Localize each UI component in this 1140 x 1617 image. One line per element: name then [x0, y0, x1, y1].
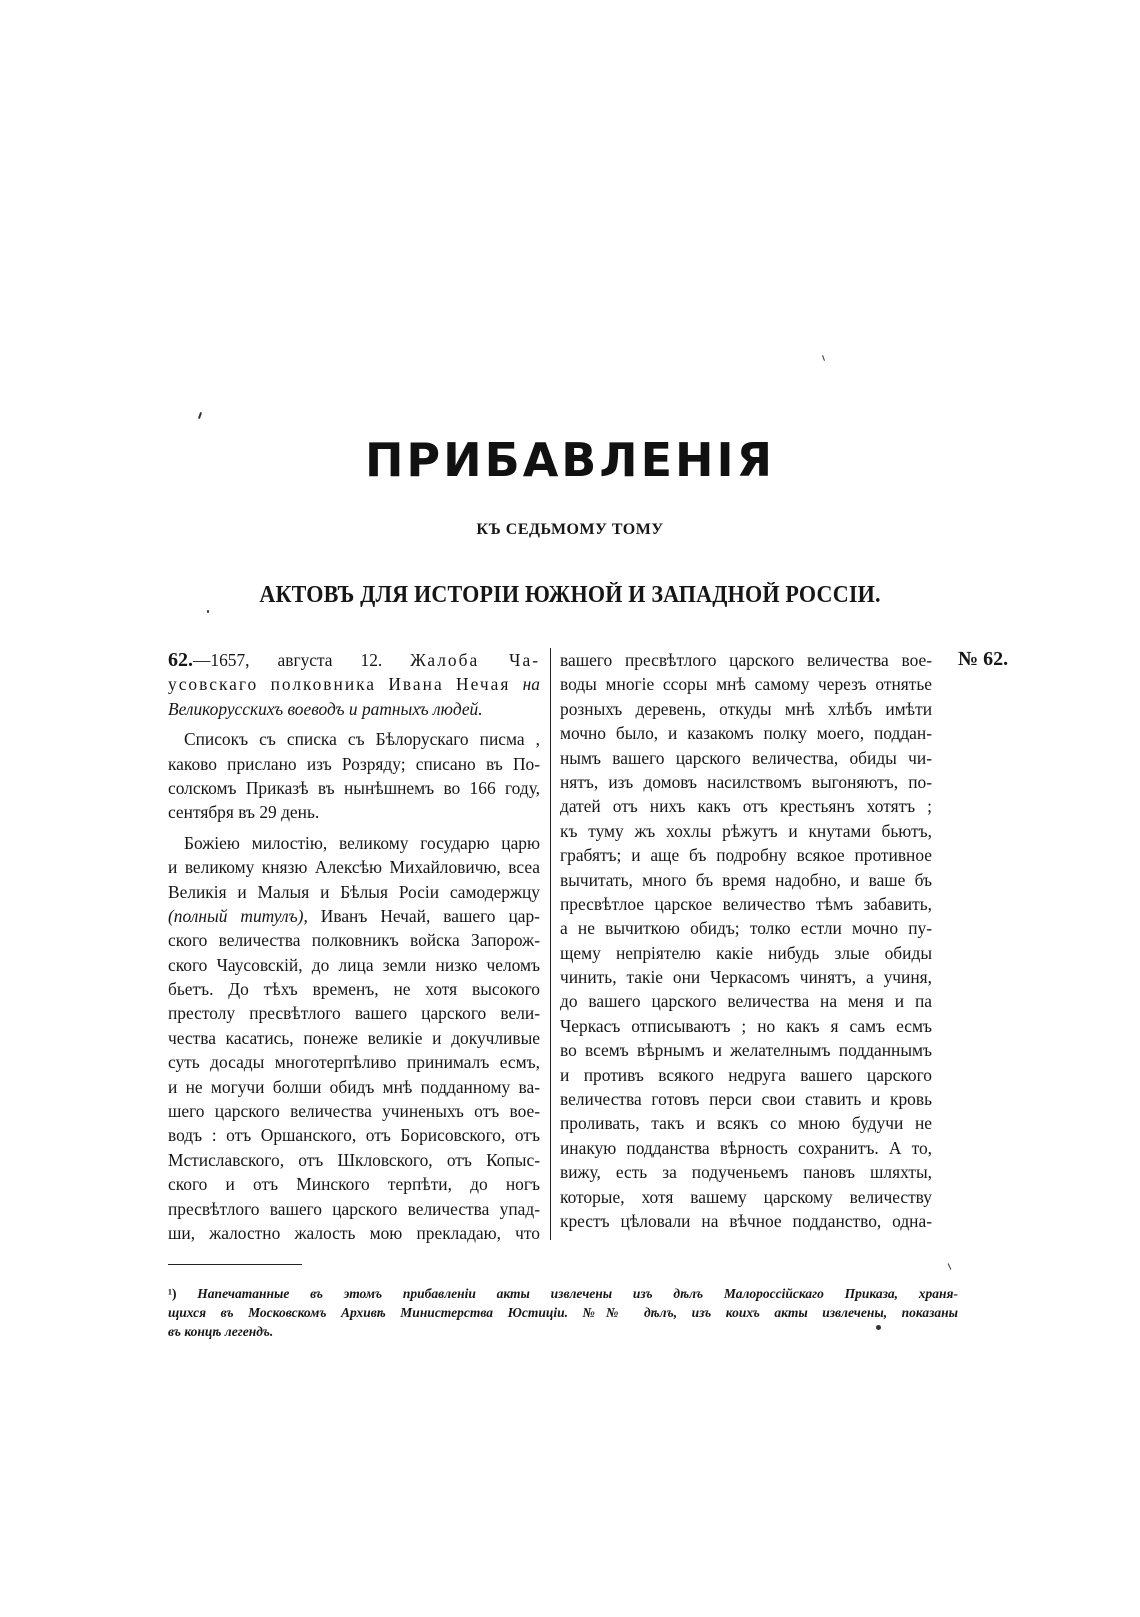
right-line: воды многіе ссоры мнѣ самому черезъ отнятье — [560, 674, 932, 695]
para1-line: сентября въ 29 день. — [168, 802, 320, 823]
footnote-line — [168, 1284, 958, 1303]
volume-subtitle: КЪ СЕДЬМОМУ ТОМУ — [476, 521, 664, 538]
footnote-marker: ¹) — [168, 1286, 177, 1301]
print-speck — [207, 610, 209, 613]
right-line: во всемъ вѣрнымъ и желателнымъ подданнымъ — [560, 1040, 932, 1061]
right-line: грабятъ; и аще бъ подробну всякое противное — [560, 845, 932, 866]
para2-line: Великія и Малыя и Бѣлыя Росіи самодержцу — [168, 881, 540, 902]
para2-line-titul — [168, 904, 540, 928]
print-speck — [198, 412, 202, 419]
right-line: вычитать, много бъ время надобно, и ваше бъ — [560, 869, 932, 890]
right-line: вашего пресвѣтлого царского величества вое- — [560, 650, 932, 670]
para2-line: бьетъ. До тѣхъ временъ, не хотя высокого — [168, 979, 540, 1000]
right-line: нятъ, изъ домовъ насилствомъ выгоняютъ, по- — [560, 771, 932, 792]
para2-line: пресвѣтлого вашего царского величества упад- — [168, 1198, 540, 1219]
para2-line: ского величества полковникъ войска Запорож- — [168, 930, 540, 951]
document-heading-italic: на — [522, 674, 540, 695]
para1-line: солскомъ Приказѣ въ нынѣшнемъ во 166 году, — [168, 777, 540, 798]
collection-title: АКТОВЪ ДЛЯ ИСТОРІИ ЮЖНОЙ И ЗАПАДНОЙ РОССІИ. — [259, 582, 881, 608]
right-line: щему непріятелю какіе нибудь злые обиды — [560, 942, 932, 963]
right-line: а не вычиткою обидъ; толко естли мочно пу- — [560, 918, 932, 939]
print-speck — [948, 1263, 952, 1270]
right-line: вижу, есть за подученьемъ пановъ шляхты, — [560, 1162, 932, 1183]
print-speck — [876, 1325, 881, 1330]
right-line: проливать, такъ и всякъ со мною будучи не — [560, 1113, 932, 1134]
footnote-line: щихся въ Московскомъ Архивѣ Министерства Юстиціи. №№ дѣлъ, изъ коихъ акты извлечены, показаны — [168, 1305, 958, 1320]
right-line: розныхъ деревень, откуды мнѣ хлѣбъ имѣти — [560, 698, 932, 719]
document-heading-line-3: Великорусскихъ воеводъ и ратныхъ людей. — [168, 698, 483, 719]
para2-line: шего царского величества учиненыхъ отъ вое- — [168, 1101, 540, 1122]
para2-line: ши, жалостно жалость мою прекладаю, что — [168, 1222, 540, 1243]
document-heading-text: Жалоба Ча- — [410, 650, 540, 670]
right-line: инакую подданства вѣрность сохранитъ. А то, — [560, 1137, 932, 1158]
right-line: крестъ цѣловали на вѣчное подданство, одна- — [560, 1210, 932, 1231]
page-title: ПРИБАВЛЕНІЯ — [364, 433, 776, 487]
para2-line: и великому князю Алексѣю Михайловичю, всеа — [168, 857, 540, 878]
left-column — [168, 648, 540, 1245]
para2-line: водъ : отъ Оршанского, отъ Борисовского, отъ — [168, 1125, 540, 1146]
para1-line: Списокъ съ списка съ Бѣлорускаго писма , — [184, 729, 540, 750]
para2-line: суть досады многотерпѣливо принималъ есмъ, — [168, 1052, 540, 1073]
para2-line: Божіею милостію, великому государю царю — [184, 832, 540, 853]
right-line: и противъ всякого недруга вашего царского — [560, 1064, 932, 1085]
right-line: къ туму жъ хохлы рѣжутъ и кнутами бьютъ, — [560, 820, 932, 841]
right-line: чинить, такіе они Черкасомъ чинятъ, а учиня, — [560, 967, 932, 988]
right-line: Черкасъ отписываютъ ; но какъ я самъ есмъ — [560, 1015, 932, 1036]
titul-rest: Иванъ Нечай, вашего цар- — [307, 905, 540, 926]
document-heading-line-2 — [168, 672, 540, 696]
para2-line: и не могучи болши обидъ мнѣ подданному ва- — [168, 1076, 540, 1097]
margin-document-number: № 62. — [958, 648, 1009, 670]
right-line: датей отъ нихъ какъ отъ крестьянъ хотятъ ; — [560, 796, 932, 817]
para2-line: престолу пресвѣтлого вашего царского вели- — [168, 1003, 540, 1024]
document-heading-line-1 — [168, 648, 540, 672]
footnote-line: въ концѣ легендъ. — [168, 1324, 274, 1339]
right-line: мочно было, и казакомъ полку моего, поддан- — [560, 723, 932, 744]
footnote — [168, 1284, 958, 1341]
column-divider — [550, 648, 551, 1240]
document-date: —1657, августа 12. — [193, 650, 411, 670]
para2-line: чества касатись, понеже великіе и докучливые — [168, 1027, 540, 1048]
right-line: которые, хотя вашему царскому величеству — [560, 1186, 932, 1207]
para2-line: Мстиславского, отъ Шкловского, отъ Копыс- — [168, 1149, 540, 1170]
para2-line: ского и отъ Минского терпѣти, до ногъ — [168, 1174, 540, 1195]
para1-line: каково прислано изъ Розряду; списано въ По- — [168, 753, 540, 774]
right-line: нымъ вашего царского величества, обиды чи- — [560, 747, 932, 768]
print-speck — [822, 355, 825, 361]
right-line: величества готовъ перси свои ставить и кровь — [560, 1089, 932, 1110]
para2-line: ского Чаусовскій, до лица земли низко челомъ — [168, 954, 540, 975]
footnote-rule — [168, 1264, 302, 1265]
right-column — [560, 648, 932, 1233]
document-number: 62. — [168, 649, 193, 671]
document-heading-text: усовскаго полковника Ивана Нечая — [168, 674, 523, 695]
titul-italic: (полный титулъ), — [168, 905, 308, 926]
right-line: до вашего царского величества на меня и па — [560, 991, 932, 1012]
footnote-text: Напечатанные въ этомъ прибавленіи акты извлечены изъ дѣлъ Малороссійскаго Приказа, храня- — [176, 1286, 958, 1301]
right-line: пресвѣтлое царское величество тѣмъ забавить, — [560, 893, 932, 914]
